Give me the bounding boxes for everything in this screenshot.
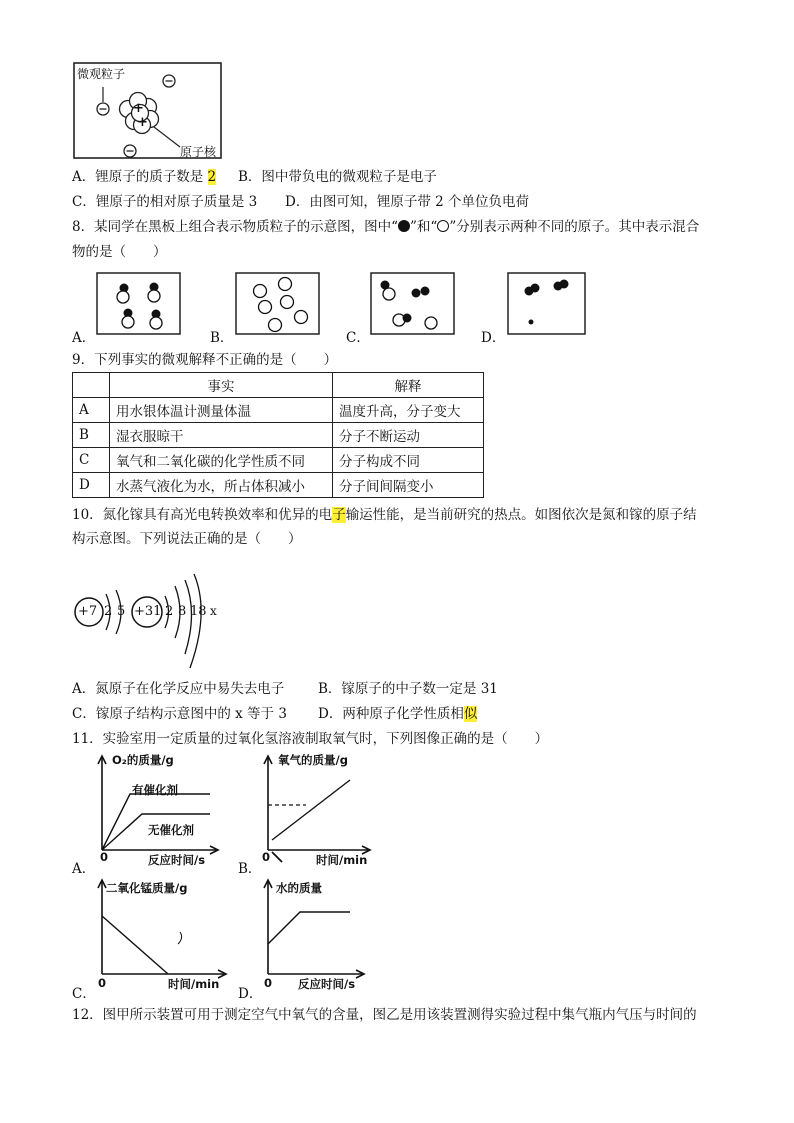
table-row: [73, 423, 484, 448]
table-cell: 分子不断运动: [333, 423, 484, 448]
table-cell: 用水银体温计测量体温: [110, 398, 333, 423]
nucleus-label: 原子核: [180, 145, 217, 159]
q7-option-a: [72, 168, 216, 186]
graph-b-ylabel: 氧气的质量/g: [278, 753, 348, 767]
table-header-cell: 事实: [110, 373, 333, 398]
q10-stem-line1: [72, 506, 697, 524]
graph-d-xlabel: 反应时间/s: [298, 977, 356, 991]
table-header-cell: 解释: [333, 373, 484, 398]
q8-box-b: [235, 272, 321, 336]
q7-option-a-highlight: 2: [207, 169, 217, 185]
n-shell-2: 5: [117, 604, 126, 619]
q10-option-a: A．氮原子在化学反应中易失去电子: [72, 681, 285, 697]
q9-stem: 9．下列事实的微观解释不正确的是（ ）: [72, 352, 338, 368]
hollow-atom-icon: [437, 220, 449, 232]
table-row: [73, 448, 484, 473]
table-cell: 水蒸气液化为水，所占体积减小: [110, 473, 333, 498]
graph-a-ylabel: O₂的质量/g: [112, 753, 174, 767]
q10-option-c: C．镓原子结构示意图中的 x 等于 3: [72, 706, 287, 722]
q11-stem: 11．实验室用一定质量的过氧化氢溶液制取氧气时，下列图像正确的是（ ）: [72, 731, 549, 747]
q8-label-b: B．: [210, 330, 234, 346]
graph-a-curve2-label: 无催化剂: [148, 823, 194, 837]
table-cell: 氧气和二氧化碳的化学性质不同: [110, 448, 333, 473]
q10-option-d-text: D．两种原子化学性质相: [318, 706, 464, 722]
graph-c-xlabel: 时间/min: [168, 977, 220, 991]
graph-c-ylabel: 二氧化锰质量/g: [106, 881, 188, 895]
q8-box-c: [370, 272, 456, 336]
q10-option-d: [318, 705, 477, 723]
graph-d: [258, 876, 370, 991]
q10-stem-line2: 构示意图。下列说法正确的是（ ）: [72, 531, 302, 547]
q7-option-a-text: A．锂原子的质子数是: [72, 169, 208, 185]
q8-label-c: C．: [346, 330, 370, 346]
q8-stem-part2: ”和“: [410, 219, 438, 235]
table-row: [73, 398, 484, 423]
q8-box-d: [507, 272, 587, 336]
q8-stem-line1: [72, 218, 699, 236]
q8-stem-line2: 物的是（ ）: [72, 244, 167, 260]
table-row: [73, 473, 484, 498]
q8-label-a: A．: [72, 330, 96, 346]
q7-option-d: D．由图可知，锂原子带 2 个单位负电荷: [285, 194, 529, 210]
graph-d-ylabel: 水的质量: [276, 881, 322, 895]
ga-nucleus-charge: +31: [134, 604, 162, 619]
graph-d-origin: 0: [264, 976, 273, 990]
q7-option-c: C．锂原子的相对原子质量是 3: [72, 194, 258, 210]
n-nucleus-charge: +7: [78, 604, 98, 619]
q10-stem-part1: 10．氮化镓具有高光电转换效率和优异的电: [72, 507, 333, 523]
q11-label-b: B．: [238, 861, 262, 877]
q8-box-a: [96, 272, 182, 336]
table-cell: C: [73, 448, 110, 473]
graph-a: [92, 752, 224, 867]
q11-label-d: D．: [238, 986, 263, 1002]
q10-stem-highlight: 子: [332, 507, 346, 523]
ga-shell-4: x: [210, 604, 217, 618]
q7-option-b: B．图中带负电的微观粒子是电子: [238, 169, 437, 185]
graph-a-xlabel: 反应时间/s: [148, 853, 206, 867]
q10-option-b: B．镓原子的中子数一定是 31: [318, 681, 498, 697]
graph-c: [92, 876, 232, 991]
q10-option-d-highlight: 似: [463, 706, 478, 722]
table-cell: 分子构成不同: [333, 448, 484, 473]
table-cell: 温度升高，分子变大: [333, 398, 484, 423]
table-cell: D: [73, 473, 110, 498]
proton-plus-sign-2: +: [137, 115, 148, 130]
q12-stem-line1: 12．图甲所示装置可用于测定空气中氧气的含量，图乙是用该装置测得实验过程中集气瓶内气压与时间的: [72, 1007, 697, 1023]
table-cell: B: [73, 423, 110, 448]
table-header-cell: [73, 373, 110, 398]
filled-atom-icon: [398, 220, 410, 232]
graph-b-xlabel: 时间/min: [316, 853, 368, 867]
q11-label-a: A．: [72, 861, 96, 877]
table-cell: A: [73, 398, 110, 423]
q8-stem-part3: ”分别表示两种不同的原子。其中表示混合: [449, 219, 700, 235]
graph-b-origin: 0: [262, 850, 271, 864]
table-cell: 分子间间隔变小: [333, 473, 484, 498]
q10-stem-part2: 输运性能，是当前研究的热点。如图依次是氮和镓的原子结: [345, 507, 697, 523]
particle-title: 微观粒子: [77, 67, 126, 81]
graph-c-origin: 0: [98, 976, 107, 990]
graph-b: [258, 752, 376, 867]
ga-shell-2: 8: [178, 604, 187, 619]
q11-label-c: C．: [72, 986, 96, 1002]
q8-label-d: D．: [481, 330, 506, 346]
n-shell-1: 2: [104, 604, 113, 619]
proton-plus-sign: +: [133, 101, 144, 116]
q9-facts-table: [72, 372, 484, 498]
table-cell: 湿衣服晾干: [110, 423, 333, 448]
q8-stem-part1: 8．某同学在黑板上组合表示物质粒子的示意图，图中“: [72, 219, 398, 235]
table-header-row: [73, 373, 484, 398]
ga-shell-3: 18: [190, 604, 207, 619]
atomic-structure-figure: [72, 572, 232, 672]
graph-a-origin: 0: [100, 850, 109, 864]
ga-shell-1: 2: [165, 604, 174, 619]
graph-a-curve1-label: 有催化剂: [132, 783, 178, 797]
lithium-atom-figure: [72, 61, 224, 161]
